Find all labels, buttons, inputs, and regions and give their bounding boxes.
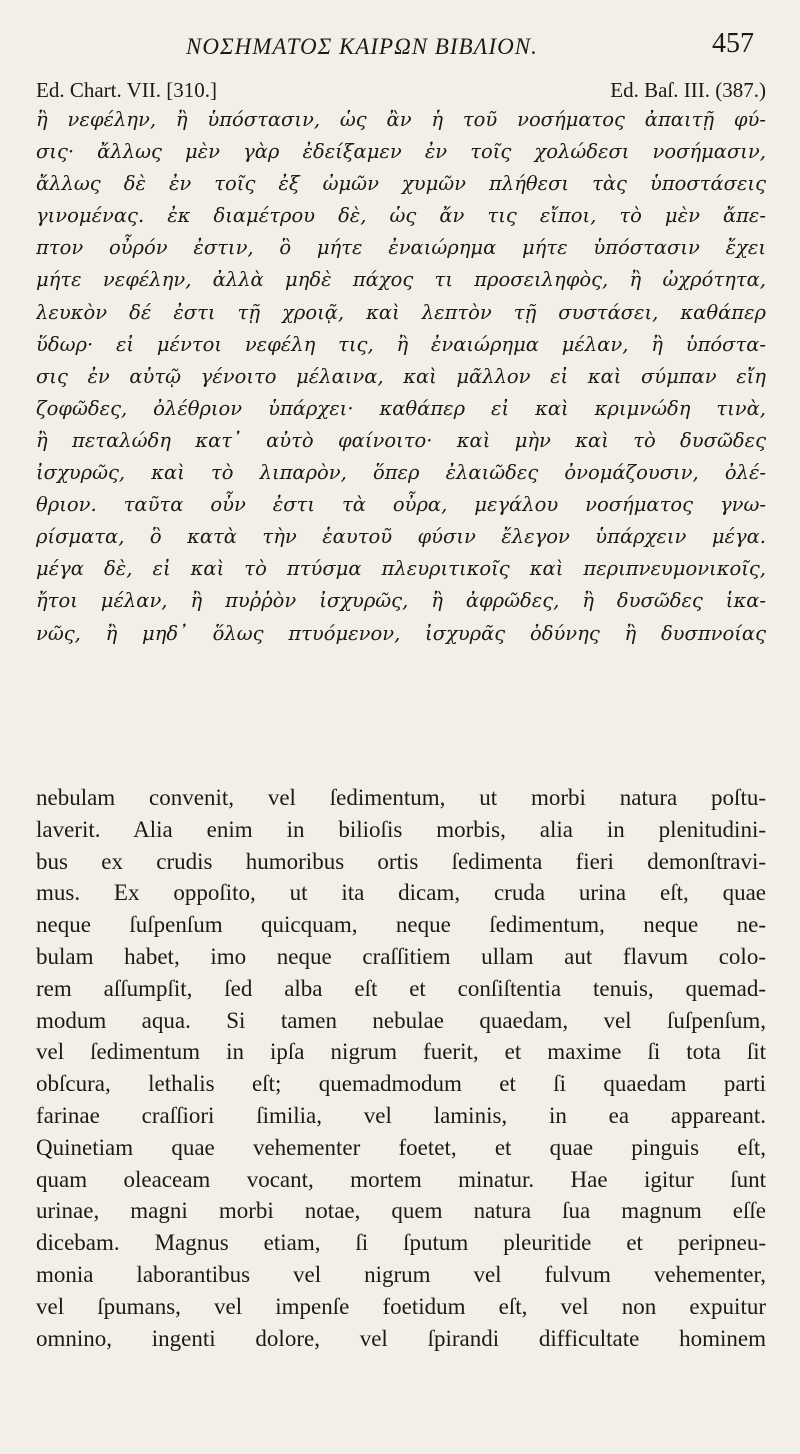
latin-text-line: omnino, ingenti dolore, vel ſpirandi difficultate hominem [36, 1325, 766, 1351]
edition-reference-line [36, 78, 766, 104]
latin-text-line: rem aſſumpſit, ſed alba eſt et conſiſtentia tenuis, quemad- [36, 975, 766, 1001]
greek-text-line: ἢ νεφέλην, ἢ ὑπόστασιν, ὡς ἂν ἡ τοῦ νοσήματος ἀπαιτῇ φύ- [36, 108, 766, 131]
greek-text-line: ἤτοι μέλαν, ἢ πυῤῥὸν ἰσχυρῶς, ἢ ἀφρῶδες, ἢ δυσῶδες ἱκα- [36, 589, 766, 613]
latin-text-line: urinae, magni morbi notae, quem natura ſua magnum eſſe [36, 1198, 766, 1224]
latin-text-line: Quinetiam quae vehementer foetet, et quae pinguis eſt, [36, 1134, 766, 1160]
greek-text-line: νῶς, ἢ μηδ᾽ ὅλως πτυόμενον, ἰσχυρᾶς ὀδύνης ἢ δυσπνοίας [36, 621, 766, 645]
greek-text-line: ἄλλως δὲ ἐν τοῖς ἐξ ὠμῶν χυμῶν πλήθεσι τὰς ὑποστάσεις [36, 172, 766, 196]
greek-text-line: μέγα δὲ, εἰ καὶ τὸ πτύσμα πλευριτικοῖς καὶ περιπνευμονικοῖς, [36, 557, 766, 581]
latin-text-line: obſcura, lethalis eſt; quemadmodum et ſi quaedam parti [36, 1071, 766, 1097]
running-head [0, 28, 800, 68]
latin-text-line: vel ſpumans, vel impenſe foetidum eſt, vel non expuitur [36, 1293, 766, 1319]
latin-text-line: mus. Ex oppoſito, ut ita dicam, cruda urina eſt, quae [36, 880, 766, 906]
greek-text-line: πτον οὖρόν ἐστιν, ὃ μήτε ἐναιώρημα μήτε ὑπόστασιν ἔχει [36, 236, 766, 260]
greek-text-line: ζοφῶδες, ὀλέθριον ὑπάρχει· καθάπερ εἰ καὶ κριμνώδη τινὰ, [36, 396, 766, 420]
greek-text-line: ἰσχυρῶς, καὶ τὸ λιπαρὸν, ὅπερ ἐλαιῶδες ὀνομάζουσιν, ὀλέ- [36, 461, 766, 485]
greek-text-line: θριον. ταῦτα οὖν ἐστι τὰ οὖρα, μεγάλου νοσήματος γνω- [36, 493, 766, 517]
greek-text-line: ρίσματα, ὃ κατὰ τὴν ἑαυτοῦ φύσιν ἔλεγον ὑπάρχειν μέγα. [36, 525, 766, 549]
page-number: 457 [712, 28, 754, 59]
latin-text-block [36, 782, 766, 1354]
greek-text-line: ἢ πεταλώδη κατ᾽ αὐτὸ φαίνοιτο· καὶ μὴν καὶ τὸ δυσῶδες [36, 428, 766, 452]
greek-text-block [36, 104, 766, 650]
latin-text-line: bus ex crudis humoribus ortis ſedimenta fieri demonſtravi- [36, 848, 766, 874]
latin-text-line: monia laborantibus vel nigrum vel fulvum vehementer, [36, 1261, 766, 1287]
latin-text-line: laverit. Alia enim in bilioſis morbis, alia in plenitudini- [36, 816, 766, 842]
latin-text-line: bulam habet, imo neque craſſitiem ullam aut flavum colo- [36, 943, 766, 969]
latin-text-line: farinae craſſiori ſimilia, vel laminis, in ea appareant. [36, 1102, 766, 1128]
greek-text-line: σις· ἄλλως μὲν γὰρ ἐδείξαμεν ἐν τοῖς χολώδεσι νοσήμασιν, [36, 140, 766, 164]
latin-text-line: neque ſuſpenſum quicquam, neque ſedimentum, neque ne- [36, 912, 766, 938]
greek-text-line: λευκὸν δέ ἐστι τῇ χροιᾷ, καὶ λεπτὸν τῇ συστάσει, καθάπερ [36, 300, 766, 324]
edition-chartier: Ed. Chart. VII. [310.] [36, 78, 217, 102]
greek-text-line: γινομένας. ἐκ διαμέτρου δὲ, ὡς ἄν τις εἴποι, τὸ μὲν ἄπε- [36, 204, 766, 228]
latin-text-line: nebulam convenit, vel ſedimentum, ut morbi natura poſtu- [36, 785, 766, 810]
latin-text-line: modum aqua. Si tamen nebulae quaedam, vel ſuſpenſum, [36, 1007, 766, 1033]
latin-text-line: dicebam. Magnus etiam, ſi ſputum pleuritide et peripneu- [36, 1230, 766, 1256]
latin-text-line: quam oleaceam vocant, mortem minatur. Hae igitur ſunt [36, 1166, 766, 1192]
running-head-title: ΝΟΣΗΜΑΤΟΣ ΚΑΙΡΩΝ ΒΙΒΛΙΟΝ. [186, 34, 538, 59]
greek-text-line: ὕδωρ· εἰ μέντοι νεφέλη τις, ἢ ἐναιώρημα μέλαν, ἢ ὑπόστα- [36, 332, 766, 356]
edition-basel: Ed. Baſ. III. (387.) [610, 78, 766, 102]
latin-text-line: vel ſedimentum in ipſa nigrum fuerit, et maxime ſi tota ſit [36, 1039, 766, 1065]
greek-text-line: σις ἐν αὐτῷ γένοιτο μέλαινα, καὶ μᾶλλον εἰ καὶ σύμπαν εἴη [36, 364, 766, 388]
greek-text-line: μήτε νεφέλην, ἀλλὰ μηδὲ πάχος τι προσειληφὸς, ἢ ὠχρότητα, [36, 268, 766, 292]
